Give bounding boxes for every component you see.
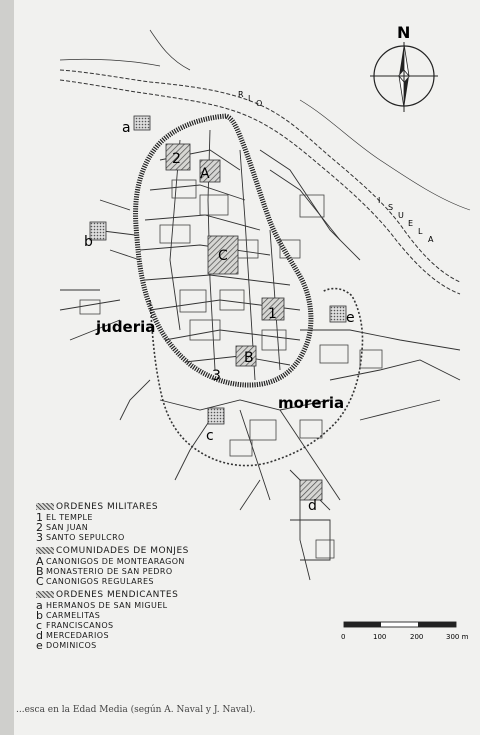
svg-text:E: E xyxy=(408,219,414,228)
svg-text:R: R xyxy=(238,90,244,99)
scale-bar xyxy=(341,622,469,641)
legend-swatch xyxy=(36,591,54,598)
legend-item: e DOMINICOS xyxy=(36,639,97,652)
label-B: B xyxy=(244,350,254,366)
label-juderia: juderia xyxy=(96,318,156,336)
site-dominicos xyxy=(330,306,346,322)
label-moreria: moreria xyxy=(278,394,345,412)
svg-text:S: S xyxy=(388,203,394,212)
legend-item: A CANONIGOS DE MONTEARAGON xyxy=(36,555,185,568)
scale-tick-0: 0 xyxy=(341,633,346,641)
north-label: N xyxy=(397,23,411,42)
label-c: c xyxy=(206,428,214,444)
legend-item: b CARMELITAS xyxy=(36,609,101,622)
legend-item: c FRANCISCANOS xyxy=(36,619,114,632)
figure-caption: ...esca en la Edad Media (según A. Naval y J. Naval). xyxy=(16,705,256,715)
svg-text:I: I xyxy=(378,196,381,205)
svg-text:I: I xyxy=(248,94,251,103)
label-e: e xyxy=(346,310,355,326)
svg-text:O: O xyxy=(256,99,263,108)
legend-item: B MONASTERIO DE SAN PEDRO xyxy=(36,565,173,578)
legend-group-title: ORDENES MENDICANTES xyxy=(56,590,179,600)
legend-swatch xyxy=(36,547,54,554)
site-san-miguel xyxy=(134,116,150,130)
scale-tick-200: 200 xyxy=(410,633,424,641)
compass-rose xyxy=(370,23,438,112)
legend-item: 1 EL TEMPLE xyxy=(36,511,93,524)
legend-item: 3 SANTO SEPULCRO xyxy=(36,531,125,544)
legend-group-title: COMUNIDADES DE MONJES xyxy=(56,546,189,556)
label-b: b xyxy=(84,234,93,250)
map-legend xyxy=(36,502,246,655)
svg-text:A: A xyxy=(428,235,434,244)
label-C: C xyxy=(218,248,228,264)
legend-group-mendicantes xyxy=(36,591,246,652)
label-2: 2 xyxy=(172,151,181,167)
legend-item: d MERCEDARIOS xyxy=(36,629,109,642)
institution-sites xyxy=(90,116,346,500)
legend-swatch xyxy=(36,503,54,510)
label-1: 1 xyxy=(268,306,277,322)
svg-text:U: U xyxy=(398,211,404,220)
legend-item: 2 SAN JUAN xyxy=(36,521,89,534)
legend-group-militares xyxy=(36,503,246,544)
label-3: 3 xyxy=(212,368,221,384)
legend-group-title: ORDENES MILITARES xyxy=(56,502,159,512)
legend-item: a HERMANOS DE SAN MIGUEL xyxy=(36,599,168,612)
label-d: d xyxy=(308,498,317,514)
label-A: A xyxy=(200,166,210,182)
legend-item: C CANONIGOS REGULARES xyxy=(36,575,154,588)
scale-tick-300: 300 m xyxy=(446,633,469,641)
legend-group-monjes xyxy=(36,547,246,588)
site-mercedarios xyxy=(300,480,322,500)
svg-text:L: L xyxy=(418,227,423,236)
site-franciscanos xyxy=(208,408,224,424)
scale-tick-100: 100 xyxy=(373,633,387,641)
label-a: a xyxy=(122,120,131,136)
